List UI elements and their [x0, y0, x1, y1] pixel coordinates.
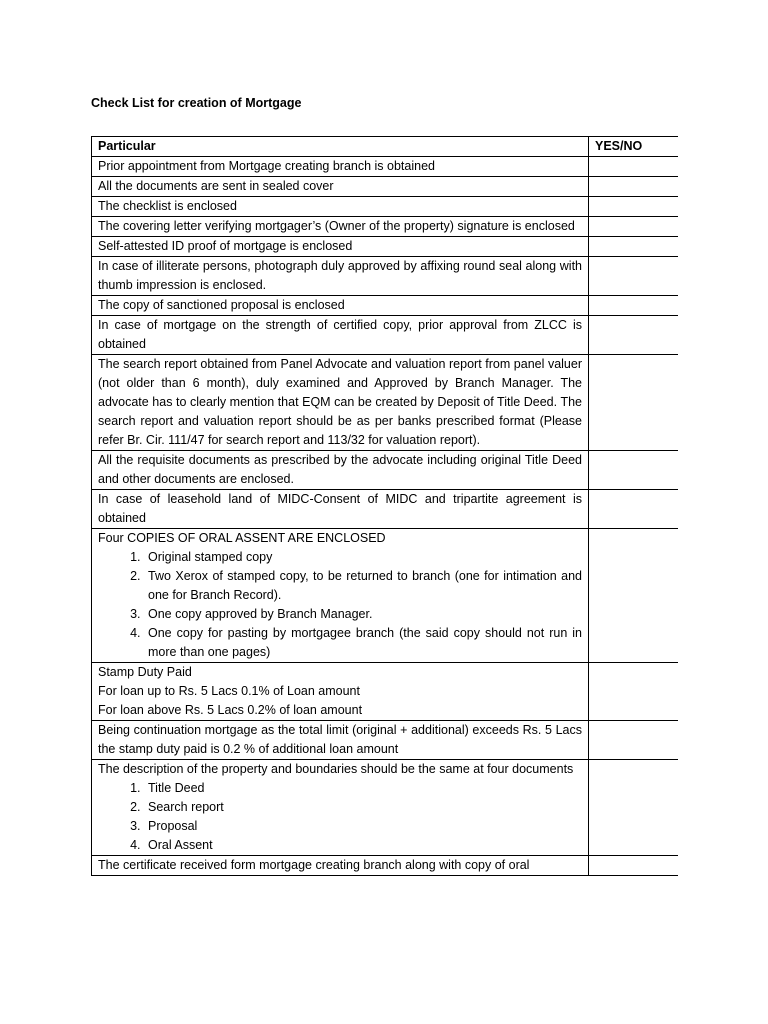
yesno-cell[interactable] — [589, 355, 679, 451]
yesno-cell[interactable] — [589, 529, 679, 663]
numbered-list — [98, 548, 582, 662]
table-row — [92, 355, 679, 451]
particular-cell — [92, 856, 589, 876]
list-item: 1. Title Deed — [144, 779, 582, 798]
header-yesno: YES/NO — [589, 137, 679, 157]
particular-cell — [92, 355, 589, 451]
yesno-cell[interactable] — [589, 490, 679, 529]
yesno-cell[interactable] — [589, 760, 679, 856]
table-row — [92, 663, 679, 721]
particular-cell — [92, 217, 589, 237]
particular-line: For loan above Rs. 5 Lacs 0.2% of loan amount — [98, 703, 363, 717]
particular-text: In case of mortgage on the strength of certified copy, prior approval from ZLCC is obtained — [98, 318, 582, 351]
header-particular: Particular — [92, 137, 589, 157]
list-item: 2. Search report — [144, 798, 582, 817]
yesno-cell[interactable] — [589, 316, 679, 355]
particular-text: Prior appointment from Mortgage creating branch is obtained — [98, 159, 435, 173]
particular-cell — [92, 237, 589, 257]
particular-text: Self-attested ID proof of mortgage is enclosed — [98, 239, 353, 253]
particular-text: In case of leasehold land of MIDC-Consent of MIDC and tripartite agreement is obtained — [98, 492, 582, 525]
particular-cell — [92, 760, 589, 856]
particular-text: The search report obtained from Panel Advocate and valuation report from panel valuer (not older than 6 month), duly examined and Approved by Branch Manager. The advocate has to clearly mention that EQM can be created by Deposit of Title Deed. The search report and valuation report should be as per banks prescribed format (Please refer Br. Cir. 111/47 for search report and 113/32 for valuation report). — [98, 357, 582, 447]
table-row — [92, 316, 679, 355]
list-item: 1. Original stamped copy — [144, 548, 582, 567]
table-row — [92, 721, 679, 760]
particular-text: All the documents are sent in sealed cover — [98, 179, 334, 193]
particular-cell — [92, 197, 589, 217]
table-row — [92, 490, 679, 529]
table-row — [92, 217, 679, 237]
table-row — [92, 856, 679, 876]
particular-cell — [92, 316, 589, 355]
particular-line: For loan up to Rs. 5 Lacs 0.1% of Loan amount — [98, 684, 360, 698]
particular-cell — [92, 157, 589, 177]
page-title: Check List for creation of Mortgage — [91, 96, 302, 110]
particular-text: Being continuation mortgage as the total limit (original + additional) exceeds Rs. 5 Lacs the stamp duty paid is 0.2 % of additional loan amount — [98, 723, 582, 756]
particular-text: The checklist is enclosed — [98, 199, 237, 213]
checklist-table-wrapper — [91, 136, 678, 925]
yesno-cell[interactable] — [589, 197, 679, 217]
yesno-cell[interactable] — [589, 296, 679, 316]
particular-cell — [92, 451, 589, 490]
numbered-list — [98, 779, 582, 855]
table-row — [92, 197, 679, 217]
particular-cell — [92, 177, 589, 197]
checklist-table — [91, 136, 678, 876]
table-row — [92, 157, 679, 177]
particular-cell — [92, 490, 589, 529]
particular-text: In case of illiterate persons, photograph duly approved by affixing round seal along with thumb impression is enclosed. — [98, 259, 582, 292]
table-row — [92, 296, 679, 316]
particular-text: Four COPIES OF ORAL ASSENT ARE ENCLOSED — [98, 531, 386, 545]
yesno-cell[interactable] — [589, 217, 679, 237]
checklist-body — [92, 157, 679, 876]
particular-cell — [92, 663, 589, 721]
particular-text: All the requisite documents as prescribed by the advocate including original Title Deed and other documents are enclosed. — [98, 453, 582, 486]
yesno-cell[interactable] — [589, 721, 679, 760]
list-item: 3. Proposal — [144, 817, 582, 836]
yesno-cell[interactable] — [589, 157, 679, 177]
particular-text: The description of the property and boundaries should be the same at four documents — [98, 762, 574, 776]
list-item: 3. One copy approved by Branch Manager. — [144, 605, 582, 624]
yesno-cell[interactable] — [589, 257, 679, 296]
list-item: 4. One copy for pasting by mortgagee branch (the said copy should not run in more than one pages) — [144, 624, 582, 662]
yesno-cell[interactable] — [589, 237, 679, 257]
particular-line: Stamp Duty Paid — [98, 665, 192, 679]
yesno-cell[interactable] — [589, 663, 679, 721]
yesno-cell[interactable] — [589, 451, 679, 490]
list-item: 4. Oral Assent — [144, 836, 582, 855]
particular-text: The copy of sanctioned proposal is enclosed — [98, 298, 345, 312]
header-row — [92, 137, 679, 157]
table-row — [92, 177, 679, 197]
table-row — [92, 237, 679, 257]
yesno-cell[interactable] — [589, 177, 679, 197]
table-row — [92, 529, 679, 663]
table-row — [92, 760, 679, 856]
list-item: 2. Two Xerox of stamped copy, to be returned to branch (one for intimation and one for Branch Record). — [144, 567, 582, 605]
table-row — [92, 257, 679, 296]
particular-cell — [92, 296, 589, 316]
table-row — [92, 451, 679, 490]
particular-cell — [92, 257, 589, 296]
particular-text: The covering letter verifying mortgager’s (Owner of the property) signature is enclosed — [98, 219, 575, 233]
particular-cell — [92, 529, 589, 663]
particular-cell — [92, 721, 589, 760]
yesno-cell[interactable] — [589, 856, 679, 876]
particular-text: The certificate received form mortgage creating branch along with copy of oral — [98, 858, 530, 872]
